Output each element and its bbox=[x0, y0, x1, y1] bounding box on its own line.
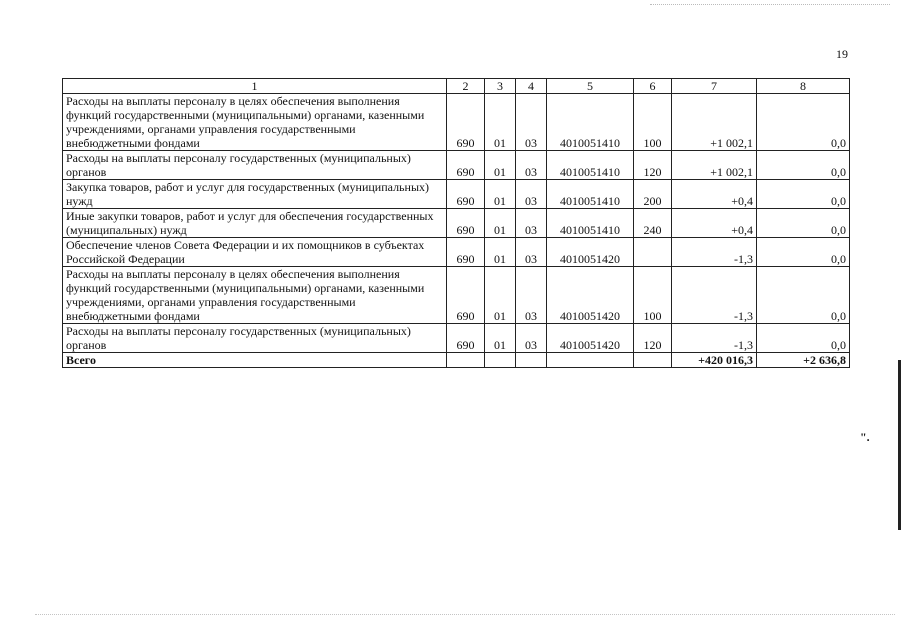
column-header: 1 bbox=[63, 79, 447, 94]
amount-cell: +1 002,1 bbox=[672, 151, 757, 180]
target-article-cell: 4010051410 bbox=[547, 94, 634, 151]
expense-name-cell: Расходы на выплаты персоналу в целях обеспечения выполнения функций государственными (муниципальными) органами, казенными учреждениями, органами управления государственными внебюджетными фондами bbox=[63, 267, 447, 324]
subsection-code-cell: 03 bbox=[516, 267, 547, 324]
empty-cell bbox=[634, 353, 672, 368]
expense-name-cell: Расходы на выплаты персоналу государственных (муниципальных) органов bbox=[63, 151, 447, 180]
column-header: 4 bbox=[516, 79, 547, 94]
expense-name-cell: Обеспечение членов Совета Федерации и их помощников в субъектах Российской Федерации bbox=[63, 238, 447, 267]
budget-table bbox=[62, 78, 850, 368]
ministry-code-cell: 690 bbox=[447, 180, 485, 209]
subsection-code-cell: 03 bbox=[516, 94, 547, 151]
amount-cell: 0,0 bbox=[757, 180, 850, 209]
table-row bbox=[63, 324, 850, 353]
column-header: 2 bbox=[447, 79, 485, 94]
target-article-cell: 4010051410 bbox=[547, 209, 634, 238]
section-code-cell: 01 bbox=[485, 324, 516, 353]
expense-type-cell: 120 bbox=[634, 151, 672, 180]
empty-cell bbox=[516, 353, 547, 368]
ministry-code-cell: 690 bbox=[447, 209, 485, 238]
empty-cell bbox=[447, 353, 485, 368]
section-code-cell: 01 bbox=[485, 209, 516, 238]
section-code-cell: 01 bbox=[485, 151, 516, 180]
target-article-cell: 4010051420 bbox=[547, 324, 634, 353]
amount-cell: 0,0 bbox=[757, 151, 850, 180]
total-amount-cell: +420 016,3 bbox=[672, 353, 757, 368]
table-row bbox=[63, 238, 850, 267]
column-header: 5 bbox=[547, 79, 634, 94]
ministry-code-cell: 690 bbox=[447, 324, 485, 353]
scan-artifact-top bbox=[650, 4, 890, 7]
table-row bbox=[63, 94, 850, 151]
expense-name-cell: Расходы на выплаты персоналу государственных (муниципальных) органов bbox=[63, 324, 447, 353]
expense-name-cell: Иные закупки товаров, работ и услуг для обеспечения государственных (муниципальных) нужд bbox=[63, 209, 447, 238]
scan-edge-line bbox=[898, 360, 901, 530]
subsection-code-cell: 03 bbox=[516, 324, 547, 353]
expense-type-cell: 240 bbox=[634, 209, 672, 238]
table-row bbox=[63, 209, 850, 238]
expense-type-cell bbox=[634, 238, 672, 267]
expense-type-cell: 100 bbox=[634, 94, 672, 151]
amount-cell: 0,0 bbox=[757, 209, 850, 238]
target-article-cell: 4010051410 bbox=[547, 151, 634, 180]
section-code-cell: 01 bbox=[485, 94, 516, 151]
scan-artifact-bottom bbox=[35, 614, 895, 617]
expense-type-cell: 100 bbox=[634, 267, 672, 324]
ministry-code-cell: 690 bbox=[447, 267, 485, 324]
amount-cell: -1,3 bbox=[672, 267, 757, 324]
amount-cell: -1,3 bbox=[672, 238, 757, 267]
subsection-code-cell: 03 bbox=[516, 209, 547, 238]
amount-cell: 0,0 bbox=[757, 267, 850, 324]
subsection-code-cell: 03 bbox=[516, 238, 547, 267]
section-code-cell: 01 bbox=[485, 238, 516, 267]
subsection-code-cell: 03 bbox=[516, 180, 547, 209]
amount-cell: 0,0 bbox=[757, 238, 850, 267]
ministry-code-cell: 690 bbox=[447, 238, 485, 267]
column-header: 3 bbox=[485, 79, 516, 94]
total-label: Всего bbox=[63, 353, 447, 368]
column-header: 7 bbox=[672, 79, 757, 94]
total-amount-cell: +2 636,8 bbox=[757, 353, 850, 368]
table-row bbox=[63, 151, 850, 180]
target-article-cell: 4010051420 bbox=[547, 267, 634, 324]
amount-cell: +0,4 bbox=[672, 209, 757, 238]
total-row bbox=[63, 353, 850, 368]
ministry-code-cell: 690 bbox=[447, 94, 485, 151]
subsection-code-cell: 03 bbox=[516, 151, 547, 180]
expense-type-cell: 200 bbox=[634, 180, 672, 209]
page-number: 19 bbox=[836, 47, 848, 61]
column-header: 8 bbox=[757, 79, 850, 94]
amount-cell: -1,3 bbox=[672, 324, 757, 353]
closing-quote-mark: ". bbox=[860, 430, 870, 444]
amount-cell: +0,4 bbox=[672, 180, 757, 209]
table-row bbox=[63, 267, 850, 324]
expense-name-cell: Закупка товаров, работ и услуг для государственных (муниципальных) нужд bbox=[63, 180, 447, 209]
section-code-cell: 01 bbox=[485, 180, 516, 209]
empty-cell bbox=[547, 353, 634, 368]
expense-type-cell: 120 bbox=[634, 324, 672, 353]
column-header: 6 bbox=[634, 79, 672, 94]
ministry-code-cell: 690 bbox=[447, 151, 485, 180]
section-code-cell: 01 bbox=[485, 267, 516, 324]
empty-cell bbox=[485, 353, 516, 368]
table-row bbox=[63, 180, 850, 209]
amount-cell: +1 002,1 bbox=[672, 94, 757, 151]
expense-name-cell: Расходы на выплаты персоналу в целях обеспечения выполнения функций государственными (муниципальными) органами, казенными учреждениями, органами управления государственными внебюджетными фондами bbox=[63, 94, 447, 151]
amount-cell: 0,0 bbox=[757, 94, 850, 151]
target-article-cell: 4010051410 bbox=[547, 180, 634, 209]
table-header-row bbox=[63, 79, 850, 94]
target-article-cell: 4010051420 bbox=[547, 238, 634, 267]
amount-cell: 0,0 bbox=[757, 324, 850, 353]
